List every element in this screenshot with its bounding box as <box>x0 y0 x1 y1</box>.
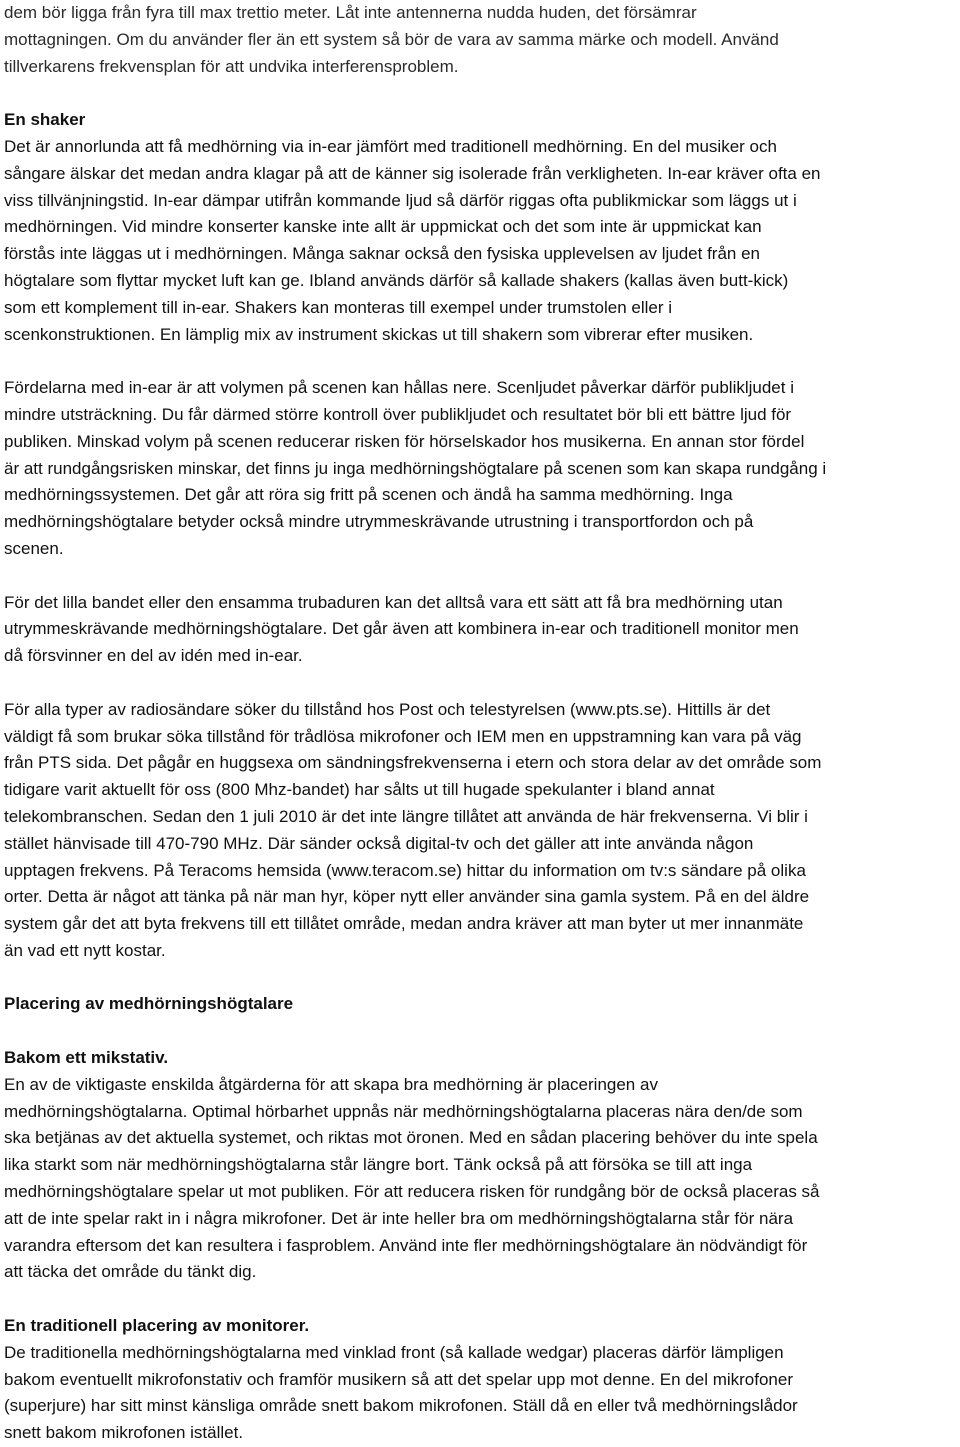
paragraph-spacer <box>4 80 958 107</box>
body-text-line: scenkonstruktionen. En lämplig mix av instrument skickas ut till shakern som vibrerar efter musiken. <box>4 324 754 344</box>
paragraph-spacer <box>4 1018 958 1045</box>
body-text-line: medhörningshögtalare betyder också mindre utrymmeskrävande utrustning i transportfordon och på <box>4 512 754 532</box>
body-text-line: att de inte spelar rakt in i några mikrofoner. Det är inte heller bra om medhörningshögtalarna står för nära <box>4 1208 794 1228</box>
body-text-line: att täcka det område du tänkt dig. <box>4 1262 257 1282</box>
body-text-line: Fördelarna med in-ear är att volymen på scenen kan hållas nere. Scenljudet påverkar därför publikljudet i <box>4 378 794 398</box>
body-text-line: medhörningssystemen. Det går att röra sig fritt på scenen och ändå ha samma medhörning. Inga <box>4 485 733 505</box>
body-text-line: då försvinner en del av idén med in-ear. <box>4 646 303 666</box>
body-text-line: förstås inte läggas ut i medhörningen. Många saknar också den fysiska upplevelsen av ljudet från en <box>4 244 761 264</box>
paragraph-spacer <box>4 348 958 375</box>
body-text-line: Det är annorlunda att få medhörning via in-ear jämfört med traditionell medhörning. En del musiker och <box>4 136 777 156</box>
paragraph-spacer <box>4 563 958 590</box>
body-text-line: medhörningen. Vid mindre konserter kanske inte allt är uppmickat och det som inte är uppmickat kan <box>4 217 762 237</box>
body-text-line: För det lilla bandet eller den ensamma trubaduren kan det alltså vara ett sätt att få bra medhörning utan <box>4 592 783 612</box>
body-text-line: En av de viktigaste enskilda åtgärderna för att skapa bra medhörning är placeringen av <box>4 1074 658 1094</box>
body-text-line: ska betjänas av det aktuella systemet, och riktas mot öronen. Med en sådan placering behöver du inte spela <box>4 1128 818 1148</box>
body-text-line: från PTS sida. Det pågår en huggsexa om sändningsfrekvenserna i etern och stora delar av det område som <box>4 753 822 773</box>
body-text-line: dem bör ligga från fyra till max trettio meter. Låt inte antennerna nudda huden, det försämrar <box>4 3 697 22</box>
body-text-line: system går det att byta frekvens till ett tillåtet område, medan andra kräver att man byter ut mer innanmäte <box>4 914 804 934</box>
body-text-line: mottagningen. Om du använder fler än ett system så bör de vara av samma märke och modell. Använd <box>4 29 779 49</box>
body-text-line: sångare älskar det medan andra klagar på att de känner sig isolerade från verkligheten. In-ear kräver ofta en <box>4 163 821 183</box>
body-text-line: medhörningshögtalare spelar ut mot publiken. För att reducera risken för rundgång bör de också placeras så <box>4 1182 820 1202</box>
section-heading: En traditionell placering av monitorer. <box>4 1316 310 1336</box>
body-text-line: är att rundgångsrisken minskar, det finns ju inga medhörningshögtalare på scenen som kan skapa rundgång i <box>4 458 827 478</box>
body-text-line: mindre utsträckning. Du får därmed större kontroll över publikljudet och resultatet bör bli ett bättre ljud för <box>4 404 792 424</box>
body-text-line: bakom eventuellt mikrofonstativ och framför musikern så att det spelar upp mot denne. En del mikrofoner <box>4 1369 793 1389</box>
body-text-line: än vad ett nytt kostar. <box>4 940 166 960</box>
body-text-line: utrymmeskrävande medhörningshögtalare. Det går även att kombinera in-ear och traditionell monitor men <box>4 619 799 639</box>
body-text-line: varandra eftersom det kan resultera i fasproblem. Använd inte fler medhörningshögtalare än nödvändigt för <box>4 1235 808 1255</box>
body-text-line: telekombranschen. Sedan den 1 juli 2010 är det inte längre tillåtet att använda de här frekvenserna. Vi blir i <box>4 806 808 826</box>
body-text-line: medhörningshögtalarna. Optimal hörbarhet uppnås när medhörningshögtalarna placeras nära den/de som <box>4 1101 803 1121</box>
body-text-line: snett bakom mikrofonen istället. <box>4 1423 244 1443</box>
paragraph-spacer <box>4 1286 958 1313</box>
section-heading: Placering av medhörningshögtalare <box>4 994 294 1014</box>
paragraph-spacer <box>4 670 958 697</box>
body-text-line: publiken. Minskad volym på scenen reducerar risken för hörselskador hos musikerna. En annan stor fördel <box>4 431 805 451</box>
body-text-line: scenen. <box>4 538 64 558</box>
body-text-line: stället hänvisade till 470-790 MHz. Där sänder också digital-tv och det gäller att inte använda någon <box>4 833 754 853</box>
body-text-line: (superjure) har sitt minst känsliga område snett bakom mikrofonen. Ställ då en eller två medhörningslådor <box>4 1396 798 1416</box>
body-text-line: De traditionella medhörningshögtalarna med vinklad front (så kallade wedgar) placeras därför lämpligen <box>4 1342 784 1362</box>
body-text-line: tidigare varit aktuellt för oss (800 Mhz-bandet) har sålts ut till hugade spekulanter i bland annat <box>4 780 715 800</box>
body-text-line: som ett komplement till in-ear. Shakers kan monteras till exempel under trumstolen eller i <box>4 297 673 317</box>
body-text-line: lika starkt som när medhörningshögtalarna står längre bort. Tänk också på att försöka se till att inga <box>4 1155 753 1175</box>
section-heading: En shaker <box>4 110 86 130</box>
body-text-line: tillverkarens frekvensplan för att undvika interferensproblem. <box>4 56 459 76</box>
paragraph-spacer <box>4 965 958 992</box>
body-text-line: orter. Detta är något att tänka på när man hyr, köper nytt eller använder sina gamla system. På en del äldre <box>4 887 810 907</box>
body-text-line: väldigt få som brukar söka tillstånd för trådlösa mikrofoner och IEM men en uppstramning kan vara på väg <box>4 726 802 746</box>
body-text-line: högtalare som flyttar mycket luft kan ge. Ibland används därför så kallade shakers (kallas även butt-kick) <box>4 270 789 290</box>
document-page <box>4 0 958 1447</box>
section-heading: Bakom ett mikstativ. <box>4 1048 169 1068</box>
body-text-line: upptagen frekvens. På Teracoms hemsida (www.teracom.se) hittar du information om tv:s sändare på olika <box>4 860 806 880</box>
body-text-line: viss tillvänjningstid. In-ear dämpar utifrån kommande ljud så därför riggas ofta publikmickar som läggs ut i <box>4 190 797 210</box>
body-text-line: För alla typer av radiosändare söker du tillstånd hos Post och telestyrelsen (www.pts.se). Hittills är det <box>4 699 771 719</box>
